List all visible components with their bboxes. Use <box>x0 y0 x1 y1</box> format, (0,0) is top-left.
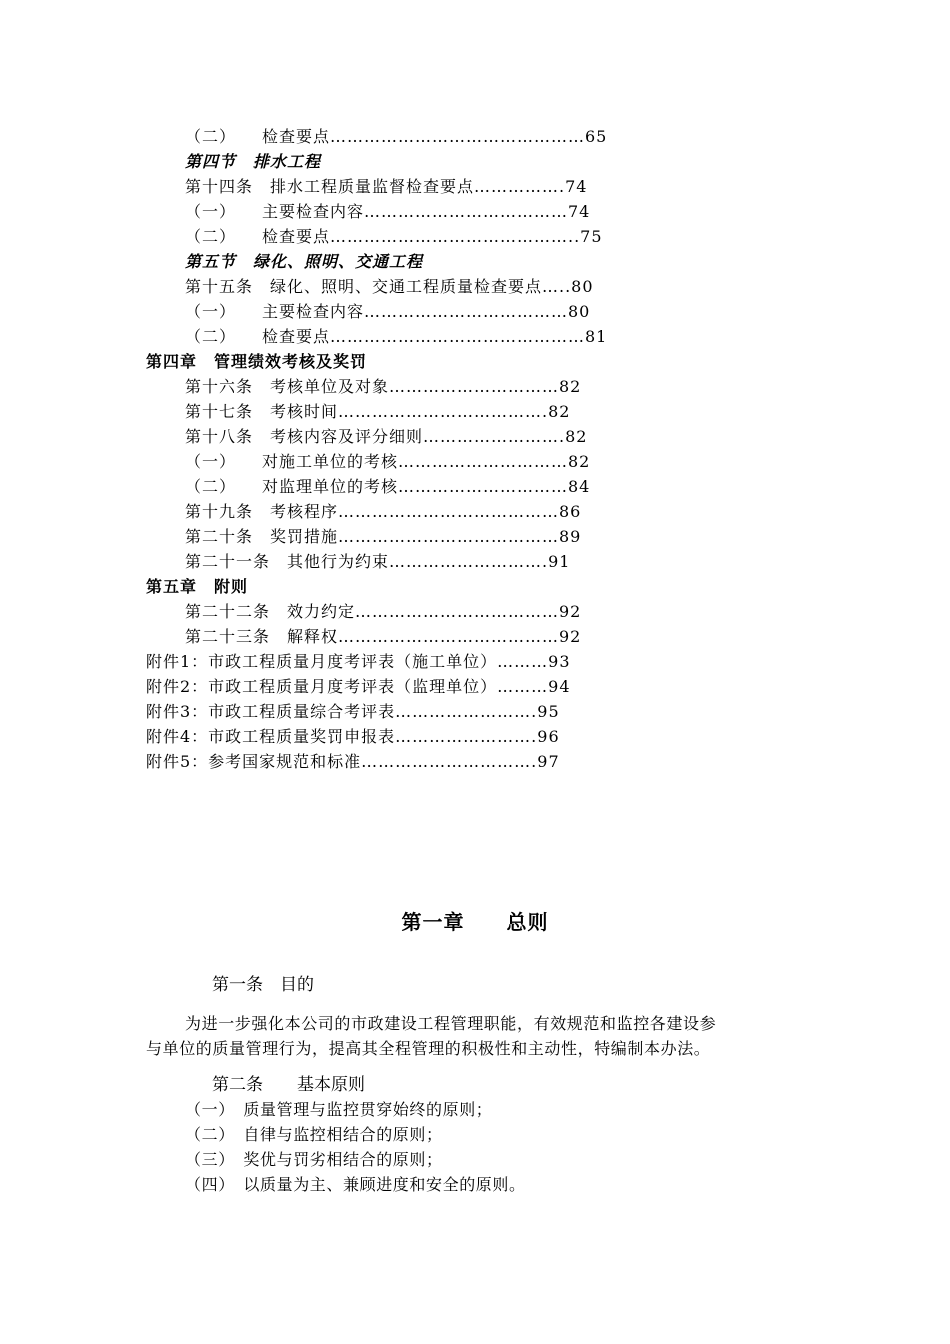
toc-appendix: 附件3：市政工程质量综合考评表…………………….95 <box>146 702 560 721</box>
toc-appendix: 附件2：市政工程质量月度考评表（监理单位）………94 <box>146 677 571 696</box>
toc-item: （二） 检查要点………………………………………81 <box>185 327 608 346</box>
article-heading: 第一条 目的 <box>212 975 314 995</box>
toc-item: （二） 检查要点………………………………………65 <box>185 127 608 146</box>
principle-item: （二） 自律与监控相结合的原则； <box>185 1125 443 1144</box>
toc-section: 第四节 排水工程 <box>185 152 322 171</box>
paragraph-line: 为进一步强化本公司的市政建设工程管理职能，有效规范和监控各建设参 <box>185 1014 717 1033</box>
toc-item: 第二十二条 效力约定………………………………92 <box>185 602 582 621</box>
toc-item: 第十六条 考核单位及对象…………………………82 <box>185 377 582 396</box>
toc-item: 第十五条 绿化、照明、交通工程质量检查要点…..80 <box>185 277 594 296</box>
toc-item: 第十九条 考核程序…………………………………86 <box>185 502 582 521</box>
toc-appendix: 附件1：市政工程质量月度考评表（施工单位）………93 <box>146 652 571 671</box>
toc-item: 第二十条 奖罚措施…………………………………89 <box>185 527 582 546</box>
toc-item: （一） 主要检查内容………………………………74 <box>185 202 591 221</box>
toc-item: （二） 对监理单位的考核…………………………84 <box>185 477 591 496</box>
toc-appendix: 附件4：市政工程质量奖罚申报表…………………….96 <box>146 727 560 746</box>
toc-item: 第二十三条 解释权…………………………………92 <box>185 627 582 646</box>
toc-item: 第十四条 排水工程质量监督检查要点…………….74 <box>185 177 588 196</box>
toc-item: 第二十一条 其他行为约束……………………….91 <box>185 552 571 571</box>
principle-item: （三） 奖优与罚劣相结合的原则； <box>185 1150 443 1169</box>
toc-chapter: 第四章 管理绩效考核及奖罚 <box>146 352 368 371</box>
toc-item: （二） 检查要点……………………………………..75 <box>185 227 603 246</box>
paragraph-line: 与单位的质量管理行为，提高其全程管理的积极性和主动性，特编制本办法。 <box>146 1039 711 1058</box>
toc-item: 第十八条 考核内容及评分细则…………………….82 <box>185 427 588 446</box>
chapter-title: 第一章 总则 <box>401 910 549 934</box>
toc-chapter: 第五章 附则 <box>146 577 249 596</box>
article-heading: 第二条 基本原则 <box>212 1075 365 1095</box>
toc-item: 第十七条 考核时间……………………………….82 <box>185 402 571 421</box>
toc-appendix: 附件5：参考国家规范和标准………………………….97 <box>146 752 560 771</box>
principle-item: （四） 以质量为主、兼顾进度和安全的原则。 <box>185 1175 526 1194</box>
toc-item: （一） 主要检查内容………………………………80 <box>185 302 591 321</box>
principle-item: （一） 质量管理与监控贯穿始终的原则； <box>185 1100 493 1119</box>
toc-section: 第五节 绿化、照明、交通工程 <box>185 252 424 271</box>
toc-item: （一） 对施工单位的考核…………………………82 <box>185 452 591 471</box>
